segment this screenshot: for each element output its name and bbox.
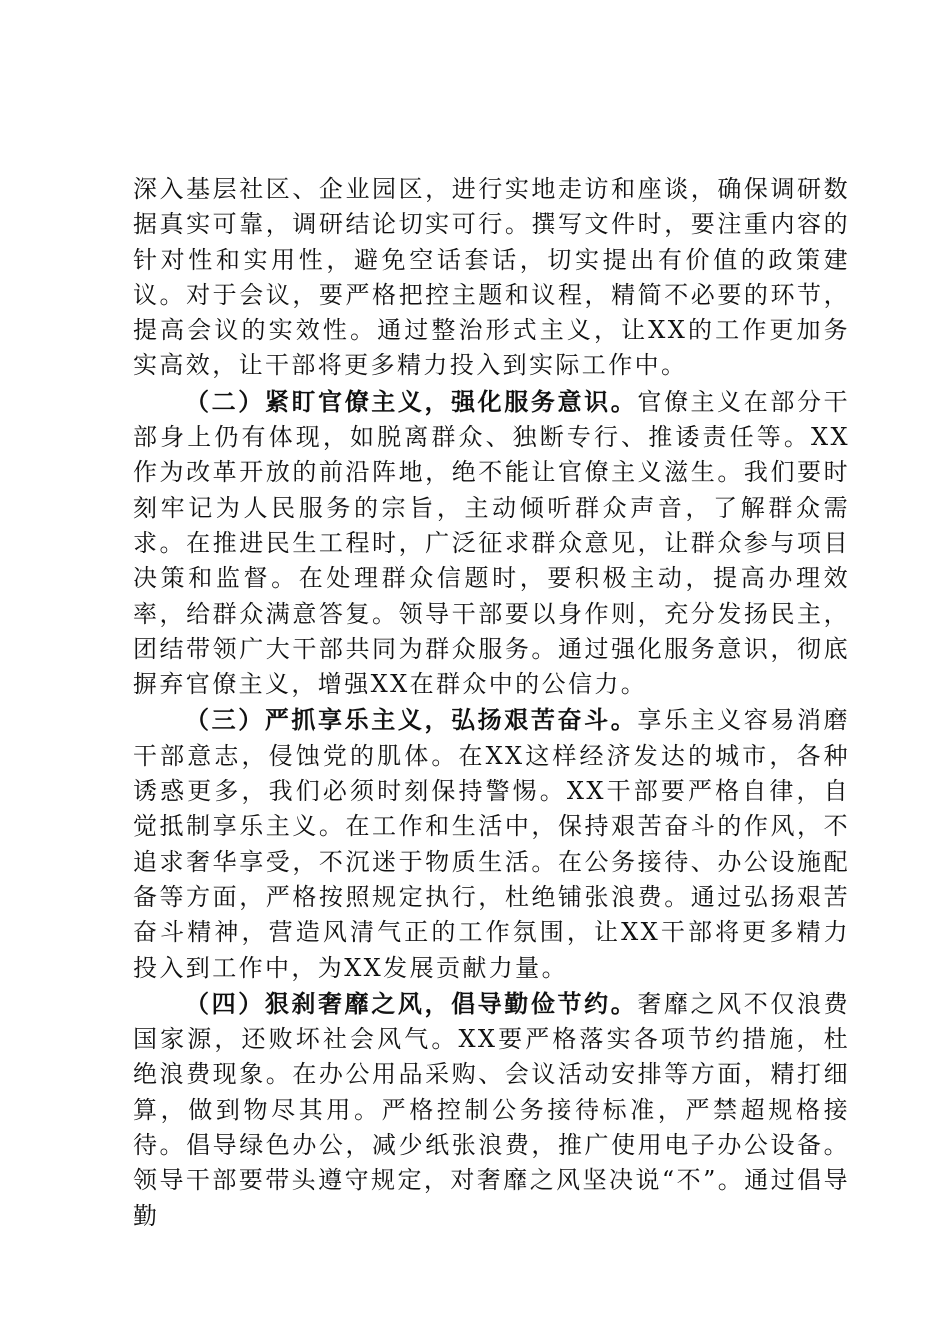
paragraph-text: 官僚主义在部分干部身上仍有体现，如脱离群众、独断专行、推诿责任等。XX作为改革开放的前沿阵地，绝不能让官僚主义滋生。我们要时刻牢记为人民服务的宗旨，主动倾听群众声音，了解群众需求。在推进民生工程时，广泛征求群众意见，让群众参与项目决策和监督。在处理群众信题时，要积极主动，提高办理效率，给群众满意答复。领导干部要以身作则，充分发扬民主，团结带领广大干部共同为群众服务。通过强化服务意识，彻底摒弃官僚主义，增强XX在群众中的公信力。 [133, 387, 850, 699]
paragraph-text: 奢靡之风不仅浪费国家源，还败坏社会风气。XX要严格落实各项节约措施，杜绝浪费现象。在办公用品采购、会议活动安排等方面，精打细算，做到物尽其用。严格控制公务接待标准，严禁超规格接待。倡导绿色办公，减少纸张浪费，推广使用电子办公设备。领导干部要带头遵守规定，对奢靡之风坚决说“不”。通过倡导勤 [133, 989, 850, 1230]
paragraph-section-4 [133, 986, 850, 1234]
section-heading: （四）狠刹奢靡之风，倡导勤俭节约。 [185, 988, 638, 1018]
paragraph-section-2 [133, 384, 850, 703]
paragraph-section-3 [133, 702, 850, 985]
section-heading: （三）严抓享乐主义，弘扬艰苦奋斗。 [185, 705, 638, 735]
paragraph-text: 深入基层社区、企业园区，进行实地走访和座谈，确保调研数据真实可靠，调研结论切实可行。撰写文件时，要注重内容的针对性和实用性，避免空话套话，切实提出有价值的政策建议。对于会议，要严格把控主题和议程，精简不必要的环节，提高会议的实效性。通过整治形式主义，让XX的工作更加务实高效，让干部将更多精力投入到实际工作中。 [133, 175, 850, 380]
section-heading: （二）紧盯官僚主义，强化服务意识。 [185, 386, 638, 416]
paragraph-continuation [133, 172, 850, 384]
paragraph-text: 享乐主义容易消磨干部意志，侵蚀党的肌体。在XX这样经济发达的城市，各种诱惑更多，我们必须时刻保持警惕。XX干部要严格自律，自觉抵制享乐主义。在工作和生活中，保持艰苦奋斗的作风，不追求奢华享受，不沉迷于物质生活。在公务接待、办公设施配备等方面，严格按照规定执行，杜绝铺张浪费。通过弘扬艰苦奋斗精神，营造风清气正的工作氛围，让XX干部将更多精力投入到工作中，为XX发展贡献力量。 [133, 706, 850, 982]
document-body [133, 172, 850, 1234]
